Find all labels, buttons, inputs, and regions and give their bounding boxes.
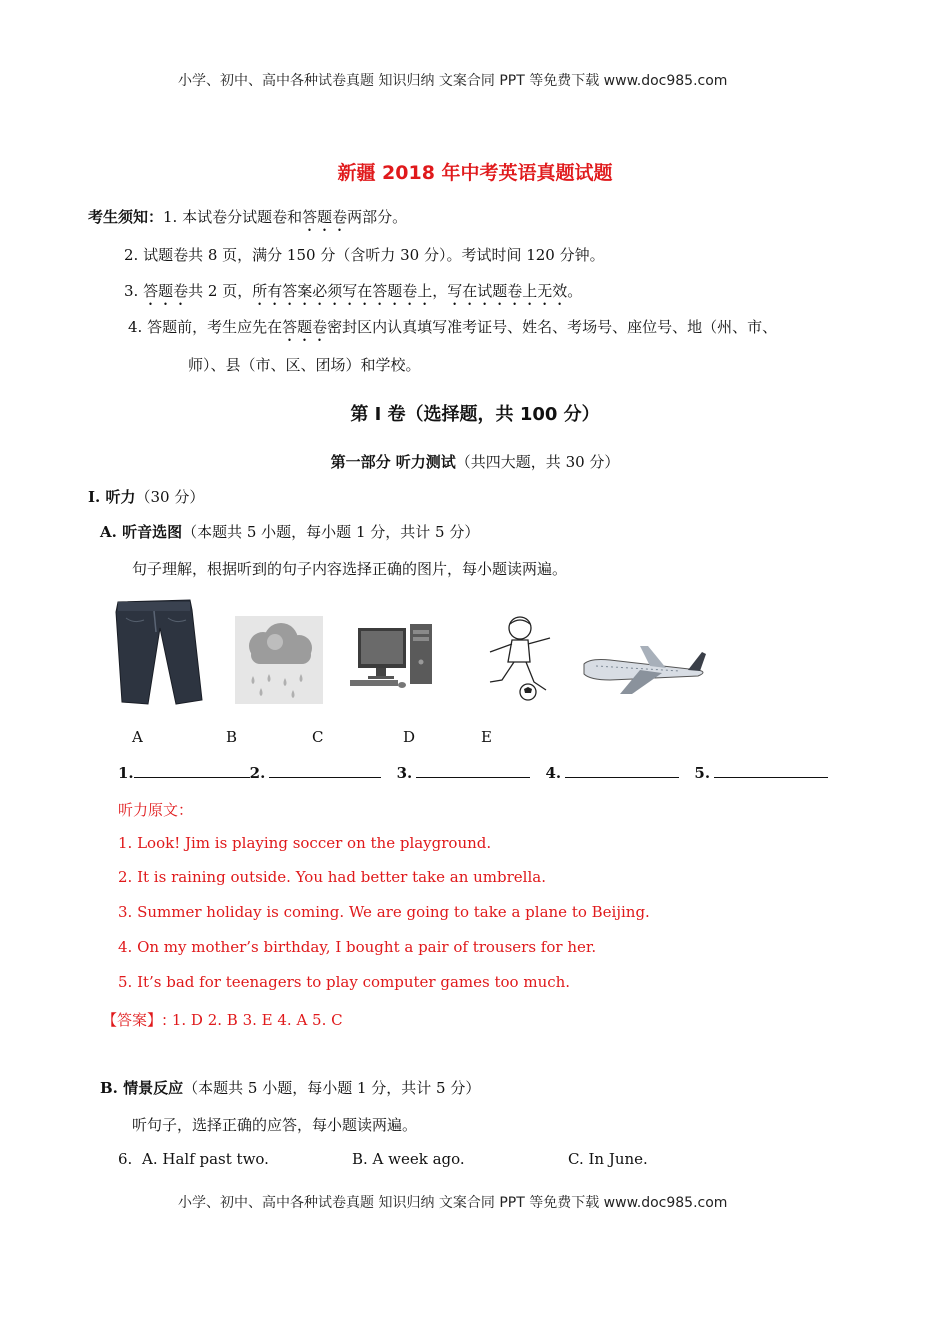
- transcript-line-3: 3. Summer holiday is coming. We are going to take a plane to Beijing.: [118, 903, 650, 921]
- trousers-icon: [110, 598, 205, 706]
- notice-item-4: 4. 答题前，考生应先在答题卷密封区内认真填写准考证号、姓名、考场号、座位号、地（州、市、: [128, 318, 778, 336]
- transcript-line-5: 5. It’s bad for teenagers to play computer games too much.: [118, 973, 571, 991]
- part1-heading: 第一部分 听力测试（共四大题，共 30 分）: [330, 453, 620, 471]
- picture-label-e: E: [481, 728, 492, 746]
- section-a-heading: A. 听音选图（本题共 5 小题，每小题 1 分，共计 5 分）: [100, 523, 480, 541]
- page-footer: 小学、初中、高中各种试卷真题 知识归纳 文案合同 PPT 等免费下载 www.doc985.com: [178, 1195, 728, 1211]
- section-b-instruction: 听句子，选择正确的应答，每小题读两遍。: [132, 1116, 418, 1134]
- transcript-line-1: 1. Look! Jim is playing soccer on the playground.: [118, 834, 492, 852]
- notice-label: 考生须知：: [88, 208, 164, 226]
- answer-blanks-row: 1. 2. 3. 4. 5.: [118, 763, 828, 782]
- notice-item-4-cont: 师）、县（市、区、团场）和学校。: [188, 356, 421, 374]
- picture-label-b: B: [226, 728, 238, 746]
- picture-label-a: A: [132, 728, 143, 746]
- blank-4[interactable]: [565, 763, 679, 778]
- page-title: 新疆 2018 年中考英语真题试题: [337, 162, 613, 184]
- answer-key: 【答案】: 1. D 2. B 3. E 4. A 5. C: [102, 1011, 343, 1029]
- question-6-number: 6.: [118, 1150, 133, 1168]
- section-b-heading: B. 情景反应（本题共 5 小题，每小题 1 分，共计 5 分）: [100, 1079, 481, 1097]
- transcript-label: 听力原文：: [118, 801, 194, 819]
- blank-5[interactable]: [714, 763, 828, 778]
- blank-1[interactable]: [134, 763, 250, 778]
- transcript-line-2: 2. It is raining outside. You had better take an umbrella.: [118, 868, 546, 886]
- airplane-icon: [580, 640, 710, 698]
- notice-item-2: 2. 试题卷共 8 页，满分 150 分（含听力 30 分）。考试时间 120 分钟。: [124, 246, 605, 264]
- transcript-line-4: 4. On my mother’s birthday, I bought a pair of trousers for her.: [118, 938, 597, 956]
- question-6-option-a[interactable]: A. Half past two.: [142, 1150, 269, 1168]
- volume-heading: 第 I 卷（选择题，共 100 分）: [350, 404, 600, 425]
- picture-label-d: D: [403, 728, 416, 746]
- soccer-boy-icon: [472, 612, 568, 704]
- notice-item-3: 3. 答题卷共 2 页，所有答案必须写在答题卷上，写在试题卷上无效。: [124, 282, 583, 300]
- blank-2[interactable]: [269, 763, 381, 778]
- blank-3[interactable]: [416, 763, 530, 778]
- computer-icon: [350, 622, 438, 690]
- rain-cloud-icon: [235, 616, 323, 704]
- notice-item-1: 考生须知：1. 本试卷分试题卷和答题卷两部分。: [88, 208, 408, 226]
- page-header: 小学、初中、高中各种试卷真题 知识归纳 文案合同 PPT 等免费下载 www.doc985.com: [178, 73, 728, 89]
- question-6-option-b[interactable]: B. A week ago.: [352, 1150, 465, 1168]
- section-i-heading: I. 听力（30 分）: [88, 488, 205, 506]
- section-a-instruction: 句子理解，根据听到的句子内容选择正确的图片，每小题读两遍。: [132, 560, 568, 578]
- picture-label-c: C: [312, 728, 324, 746]
- question-6-option-c[interactable]: C. In June.: [568, 1150, 648, 1168]
